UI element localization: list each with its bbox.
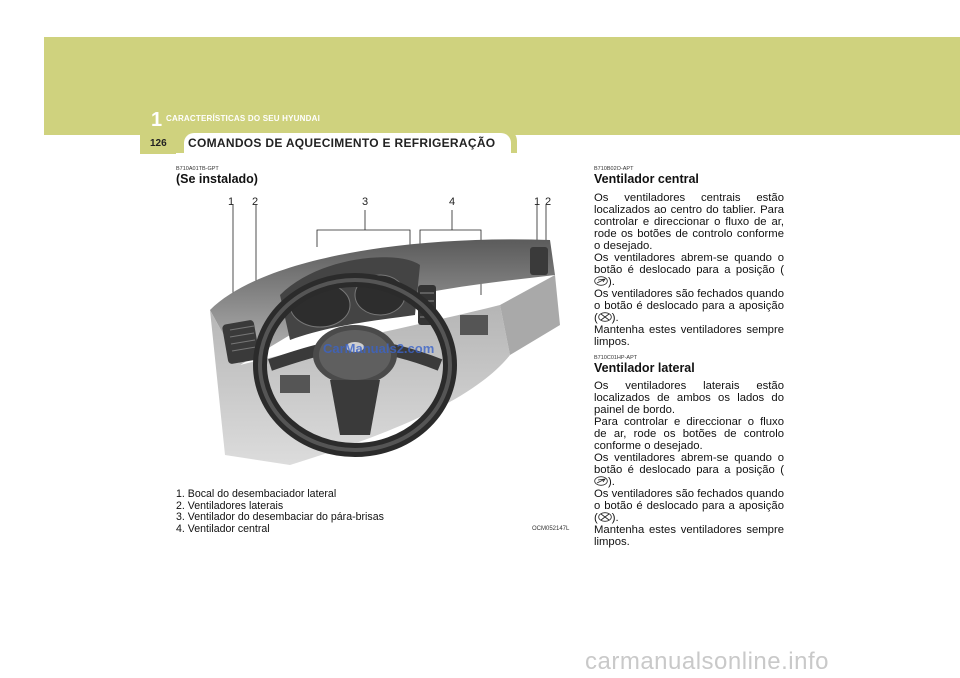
lateral-text xyxy=(594,380,784,548)
lateral-p2-text: Os ventiladores abrem-se quando o botão é deslocado para a posição ( xyxy=(594,452,784,476)
central-p2 xyxy=(594,252,784,288)
page-number: 126 xyxy=(150,138,167,149)
vent-open-icon xyxy=(594,276,608,286)
callout-2-right: 2 xyxy=(545,196,552,208)
lateral-heading: Ventilador lateral xyxy=(594,361,695,375)
chapter-number: 1 xyxy=(151,109,163,131)
section-title: COMANDOS DE AQUECIMENTO E REFRIGERAÇÃO xyxy=(188,136,496,150)
figure-code: OCM052147L xyxy=(532,526,570,532)
legend-item: 3. Ventilador do desembaciar do pára-brisas xyxy=(176,511,384,523)
legend-item: 4. Ventilador central xyxy=(176,522,270,535)
callout-1-left: 1 xyxy=(228,196,235,208)
lateral-p1b: Para controlar e direccionar o fluxo de ar, rode os botões de controlo conforme o desejado. xyxy=(594,416,784,452)
central-p3 xyxy=(594,288,784,324)
central-p3-text: Os ventiladores são fechados quando o botão é deslocado para a aposição ( xyxy=(594,288,784,324)
legend-item: 2. Ventiladores laterais xyxy=(176,499,284,512)
left-section-code: B710A01TB-GPT xyxy=(176,166,219,172)
central-heading: Ventilador central xyxy=(594,172,699,186)
lateral-p4: Mantenha estes ventiladores sempre limpos. xyxy=(594,524,784,548)
vent-closed-icon xyxy=(598,312,612,322)
lateral-p2 xyxy=(594,452,784,488)
callout-3: 3 xyxy=(362,196,369,208)
lateral-p2-end: ). xyxy=(608,476,615,488)
vent-open-icon xyxy=(594,476,608,486)
footer-watermark[interactable]: carmanualsonline.info xyxy=(585,648,829,675)
left-heading: (Se instalado) xyxy=(176,172,258,186)
lateral-p3-end: ). xyxy=(611,512,619,524)
vent-closed-icon xyxy=(598,512,612,522)
callout-1-right: 1 xyxy=(534,196,541,208)
chapter-title: CARACTERÍSTICAS DO SEU HYUNDAI xyxy=(166,114,321,123)
central-text xyxy=(594,192,784,348)
lateral-code: B710C01HP-APT xyxy=(594,355,638,361)
central-p2-end: ). xyxy=(608,276,615,288)
watermark-text: CarManuals2.com xyxy=(323,341,435,356)
central-code: B710B02O-APT xyxy=(594,166,634,172)
central-p1: Os ventiladores centrais estão localizados ao centro do tablier. Para controlar e direccionar o fluxo de ar, rode os botões de controlo conforme o desejado. xyxy=(594,192,784,252)
lateral-p1: Os ventiladores laterais estão localizados de ambos os lados do painel de bordo. xyxy=(594,380,784,416)
central-p2-text: Os ventiladores abrem-se quando o botão é deslocado para a posição ( xyxy=(594,252,784,276)
callout-2-left: 2 xyxy=(252,196,259,208)
lateral-p3 xyxy=(594,488,784,524)
callout-4: 4 xyxy=(449,196,456,208)
central-p4: Mantenha estes ventiladores sempre limpos. xyxy=(594,324,784,348)
figure-legend xyxy=(176,489,384,535)
lateral-p3-text: Os ventiladores são fechados quando o botão é deslocado para a aposição ( xyxy=(594,488,784,524)
legend-item: 1. Bocal do desembaciador lateral xyxy=(176,488,337,500)
central-p3-end: ). xyxy=(611,312,619,324)
